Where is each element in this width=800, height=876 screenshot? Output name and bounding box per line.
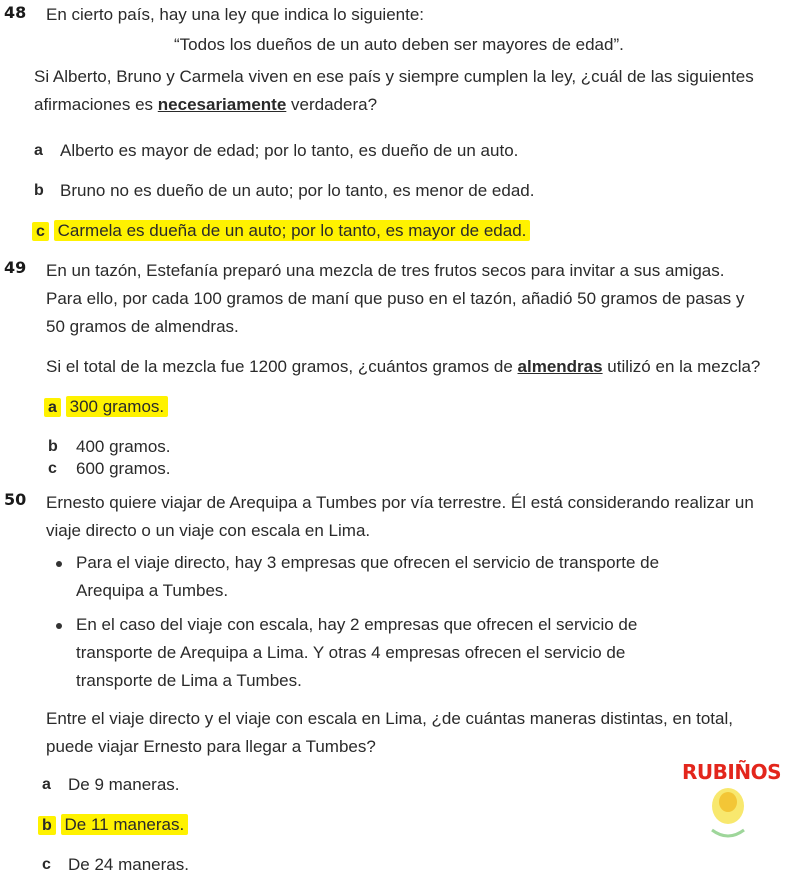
- answer-option: 400 gramos.: [76, 437, 171, 456]
- question-text: Entre el viaje directo y el viaje con escala en Lima, ¿de cuántas maneras distintas, en total,: [46, 709, 733, 728]
- bullet-text: En el caso del viaje con escala, hay 2 empresas que ofrecen el servicio de: [76, 615, 638, 634]
- option-letter: a: [44, 398, 61, 417]
- option-letter: c: [32, 222, 49, 241]
- option-letter: c: [48, 460, 57, 477]
- answer-option-highlighted: [44, 396, 168, 419]
- rubinos-logo: [682, 760, 781, 840]
- answer-option: De 24 maneras.: [68, 855, 189, 874]
- option-text: De 11 maneras.: [61, 814, 189, 835]
- question-number: 49: [4, 258, 27, 277]
- answer-option: Bruno no es dueño de un auto; por lo tanto, es menor de edad.: [60, 181, 535, 200]
- answer-option: De 9 maneras.: [68, 775, 180, 794]
- question-text: viaje directo o un viaje con escala en Lima.: [46, 521, 371, 540]
- question-text: afirmaciones es necesariamente verdadera?: [34, 95, 378, 114]
- question-text: En un tazón, Estefanía preparó una mezcla de tres frutos secos para invitar a sus amigas.: [46, 261, 725, 280]
- law-quote: “Todos los dueños de un auto deben ser mayores de edad”.: [174, 35, 624, 54]
- answer-option: 600 gramos.: [76, 459, 171, 478]
- option-text: 300 gramos.: [66, 396, 169, 417]
- logo-graphic-icon: [682, 760, 781, 840]
- logo-text: RUBIÑOS: [682, 760, 781, 784]
- option-letter: b: [48, 438, 58, 455]
- option-letter: c: [42, 856, 51, 873]
- option-letter: a: [42, 776, 51, 793]
- question-text: puede viajar Ernesto para llegar a Tumbes?: [46, 737, 376, 756]
- question-text: Si Alberto, Bruno y Carmela viven en ese país y siempre cumplen la ley, ¿cuál de las siguientes: [34, 67, 754, 86]
- emphasis-word: necesariamente: [157, 95, 287, 114]
- bullet-text: transporte de Lima a Tumbes.: [76, 671, 302, 690]
- question-text: Para ello, por cada 100 gramos de maní que puso en el tazón, añadió 50 gramos de pasas y: [46, 289, 745, 308]
- answer-option-highlighted: [38, 814, 188, 837]
- emphasis-word: almendras: [517, 357, 603, 376]
- bullet-text: Para el viaje directo, hay 3 empresas que ofrecen el servicio de transporte de: [76, 553, 660, 572]
- option-letter: b: [38, 816, 56, 835]
- bullet-icon: [56, 561, 62, 567]
- bullet-text: Arequipa a Tumbes.: [76, 581, 229, 600]
- option-letter: b: [34, 182, 44, 199]
- question-text: 50 gramos de almendras.: [46, 317, 239, 336]
- question-number: 48: [4, 3, 27, 22]
- answer-option: Alberto es mayor de edad; por lo tanto, es dueño de un auto.: [60, 141, 519, 160]
- bullet-icon: [56, 623, 62, 629]
- question-intro: En cierto país, hay una ley que indica lo siguiente:: [46, 5, 425, 24]
- option-letter: a: [34, 142, 43, 159]
- bullet-text: transporte de Arequipa a Lima. Y otras 4 empresas ofrecen el servicio de: [76, 643, 626, 662]
- option-text: Carmela es dueña de un auto; por lo tanto, es mayor de edad.: [54, 220, 531, 241]
- question-number: 50: [4, 490, 27, 509]
- question-text: Si el total de la mezcla fue 1200 gramos, ¿cuántos gramos de almendras utilizó en la mezcla?: [46, 357, 761, 376]
- question-text: Ernesto quiere viajar de Arequipa a Tumbes por vía terrestre. Él está considerando realizar un: [46, 493, 754, 512]
- answer-option-highlighted: [32, 220, 530, 243]
